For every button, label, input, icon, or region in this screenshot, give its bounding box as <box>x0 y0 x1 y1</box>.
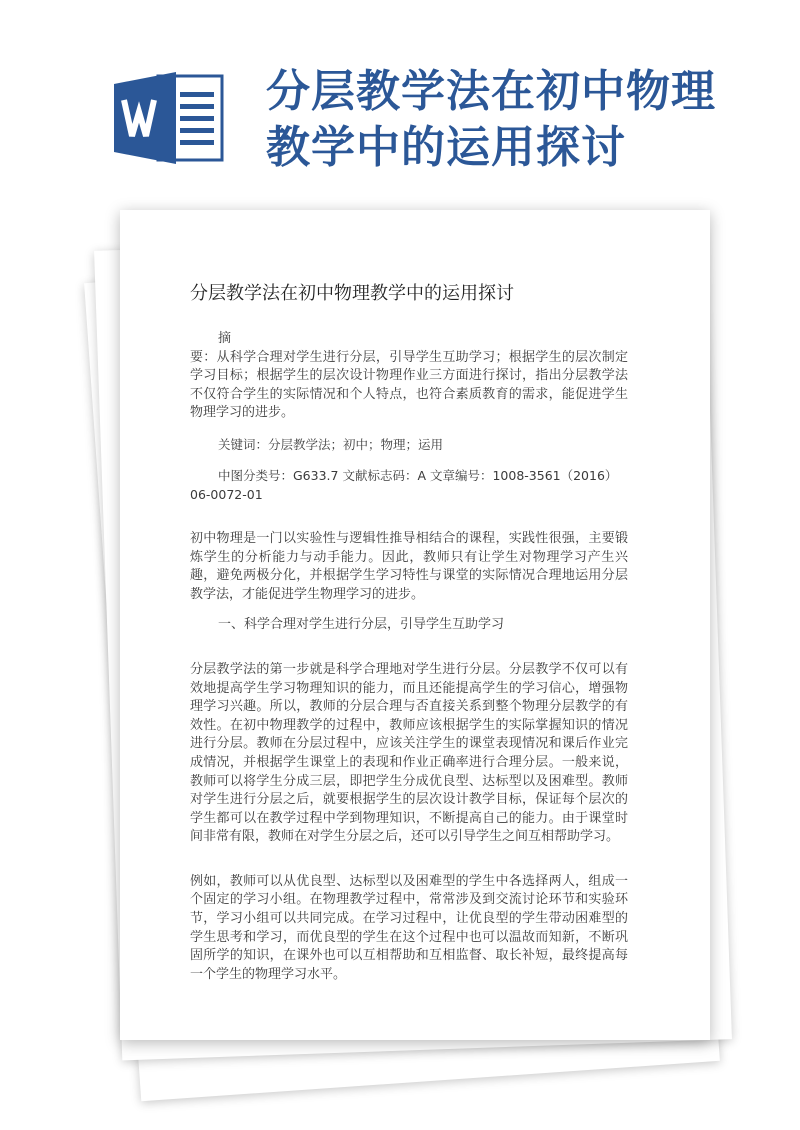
abstract-text: 要：从科学合理对学生进行分层，引导学生互助学习；根据学生的层次制定学习目标；根据学生的层次设计物理作业三方面进行探讨，指出分层教学法不仅符合学生的实际情况和个人特点，也符合素质教育的需求，能促进学生物理学习的进步。 <box>190 349 628 421</box>
keywords: 关键词：分层教学法；初中；物理；运用 <box>218 436 444 452</box>
section-1-paragraph-2: 例如，教师可以从优良型、达标型以及困难型的学生中各选择两人，组成一个固定的学习小组。在物理教学过程中，常常涉及到交流讨论环节和实验环节，学习小组可以共同完成。在学习过程中，让优良型的学生带动困难型的学生思考和学习，而优良型的学生在这个过程中也可以温故而知新，不断巩固所学的知识，在课外也可以互相帮助和互相监督、取长补短，最终提高每一个学生的物理学习水平。 <box>190 873 628 982</box>
intro-paragraph: 初中物理是一门以实验性与逻辑性推导相结合的课程，实践性很强，主要锻炼学生的分析能力与动手能力。因此，教师只有让学生对物理学习产生兴趣，避免两极分化，并根据学生学习特性与课堂的实际情况合理地运用分层教学法，才能促进学生物理学习的进步。 <box>190 530 628 602</box>
banner-title-line-2: 教学中的运用探讨 <box>266 122 626 173</box>
document-page <box>190 280 628 984</box>
document-title: 分层教学法在初中物理教学中的运用探讨 <box>190 283 514 304</box>
section-1-paragraph-1: 分层教学法的第一步就是科学合理地对学生进行分层。分层教学不仅可以有效地提高学生学习物理知识的能力，而且还能提高学生的学习信心，增强物理学习兴趣。所以，教师的分层合理与否直接关系到整个物理分层教学的有效性。在初中物理教学的过程中，教师应该根据学生的实际掌握知识的情况进行分层。教师在分层过程中，应该关注学生的课堂表现情况和课后作业完成情况，并根据学生课堂上的表现和作业正确率进行合理分层。一般来说，教师可以将学生分成三层，即把学生分成优良型、达标型以及困难型。教师对学生进行分层之后，就要根据学生的层次设计教学目标，保证每个层次的学生都可以在教学过程中学到物理知识，不断提高自己的能力。由于课堂时间非常有限，教师在对学生分层之后，还可以引导学生之间互相帮助学习。 <box>190 661 628 845</box>
banner-title-line-1: 分层教学法在初中物理 <box>266 66 716 117</box>
section-1-heading: 一、科学合理对学生进行分层，引导学生互助学习 <box>218 617 505 633</box>
classification-info: 中图分类号：G633.7 文献标志码：A 文章编号：1008-3561（2016）06-0072-01 <box>190 467 618 502</box>
abstract-label: 摘 <box>218 331 232 346</box>
